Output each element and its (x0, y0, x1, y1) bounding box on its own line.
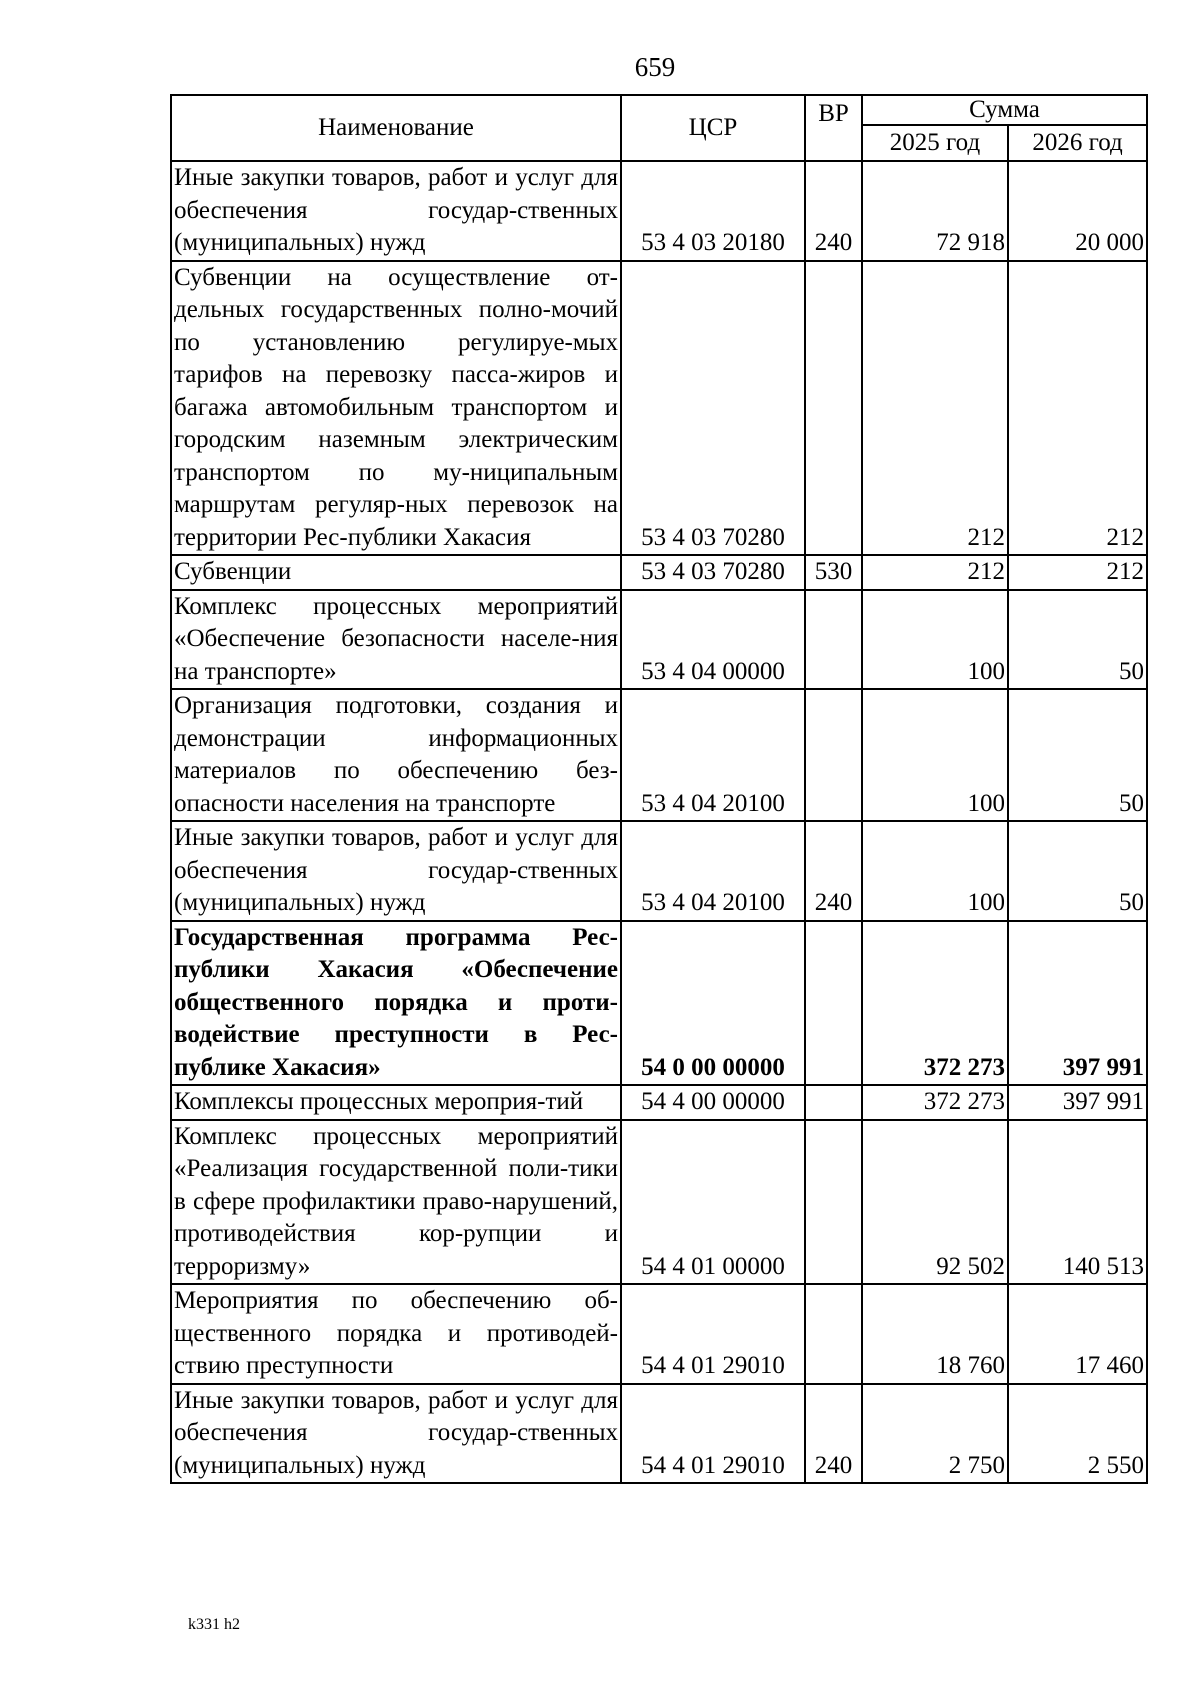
row-sum-2025-cell: 100 (862, 590, 1008, 690)
table-row (171, 921, 1147, 1086)
row-csr-cell: 54 4 01 29010 (621, 1284, 805, 1384)
row-name-cell: Комплекс процессных мероприятий «Реализация государственной поли-тики в сфере профилактики право-нарушений, противодействия кор-рупции и терроризму» (171, 1120, 621, 1285)
row-sum-2025-cell: 92 502 (862, 1120, 1008, 1285)
row-vr-cell: 240 (805, 821, 862, 921)
row-name-cell: Комплексы процессных мероприя-тий (171, 1085, 621, 1120)
row-sum-2025-cell: 18 760 (862, 1284, 1008, 1384)
table-header (171, 95, 1147, 161)
table-row (171, 555, 1147, 590)
table-row (171, 1284, 1147, 1384)
row-sum-2026-cell: 212 (1008, 555, 1147, 590)
row-csr-cell: 53 4 04 20100 (621, 689, 805, 821)
row-sum-2025-cell: 2 750 (862, 1384, 1008, 1484)
row-name-cell: Иные закупки товаров, работ и услуг для обеспечения государ-ственных (муниципальных) нужд (171, 1384, 621, 1484)
row-sum-2025-cell: 372 273 (862, 1085, 1008, 1120)
table-row (171, 1120, 1147, 1285)
header-sum: Сумма (862, 95, 1147, 125)
row-vr-cell: 530 (805, 555, 862, 590)
row-sum-2026-cell: 50 (1008, 821, 1147, 921)
row-vr-cell (805, 590, 862, 690)
row-vr-cell (805, 689, 862, 821)
row-name-cell: Субвенции (171, 555, 621, 590)
row-csr-cell: 54 4 01 00000 (621, 1120, 805, 1285)
budget-table (170, 94, 1148, 1484)
row-sum-2026-cell: 20 000 (1008, 161, 1147, 261)
header-year-2026: 2026 год (1008, 125, 1147, 161)
row-csr-cell: 53 4 04 00000 (621, 590, 805, 690)
row-csr-cell: 54 4 00 00000 (621, 1085, 805, 1120)
row-sum-2026-cell: 397 991 (1008, 1085, 1147, 1120)
header-year-2025: 2025 год (862, 125, 1008, 161)
row-sum-2026-cell: 2 550 (1008, 1384, 1147, 1484)
row-vr-cell: 240 (805, 161, 862, 261)
row-sum-2025-cell: 212 (862, 261, 1008, 556)
row-sum-2026-cell: 50 (1008, 590, 1147, 690)
row-sum-2025-cell: 100 (862, 689, 1008, 821)
header-vr: ВР (805, 95, 862, 161)
row-name-cell: Субвенции на осуществление от-дельных государственных полно-мочий по установлению регулируе-мых тарифов на перевозку пасса-жиров и багажа автомобильным транспортом и городским наземным электрическим транспортом по му-ниципальным маршрутам регуляр-ных перевозок на территории Рес-публики Хакасия (171, 261, 621, 556)
table-row (171, 689, 1147, 821)
table-body (171, 161, 1147, 1483)
row-name-cell: Государственная программа Рес-публики Хакасия «Обеспечение общественного порядка и проти-водействие преступности в Рес-публике Хакасия» (171, 921, 621, 1086)
row-csr-cell: 53 4 04 20100 (621, 821, 805, 921)
row-sum-2025-cell: 212 (862, 555, 1008, 590)
row-sum-2026-cell: 50 (1008, 689, 1147, 821)
table-row (171, 261, 1147, 556)
row-sum-2025-cell: 72 918 (862, 161, 1008, 261)
row-name-cell: Мероприятия по обеспечению об-щественного порядка и противодей-ствию преступности (171, 1284, 621, 1384)
table-row (171, 590, 1147, 690)
row-csr-cell: 54 0 00 00000 (621, 921, 805, 1086)
table-row (171, 1085, 1147, 1120)
row-name-cell: Иные закупки товаров, работ и услуг для обеспечения государ-ственных (муниципальных) нужд (171, 161, 621, 261)
row-csr-cell: 53 4 03 20180 (621, 161, 805, 261)
row-sum-2025-cell: 100 (862, 821, 1008, 921)
row-name-cell: Организация подготовки, создания и демонстрации информационных материалов по обеспечению без-опасности населения на транспорте (171, 689, 621, 821)
header-name: Наименование (171, 95, 621, 161)
row-sum-2025-cell: 372 273 (862, 921, 1008, 1086)
table-row (171, 161, 1147, 261)
row-vr-cell (805, 261, 862, 556)
footer-code: k331 h2 (188, 1616, 240, 1633)
header-csr: ЦСР (621, 95, 805, 161)
table-row (171, 821, 1147, 921)
row-vr-cell (805, 1284, 862, 1384)
row-sum-2026-cell: 397 991 (1008, 921, 1147, 1086)
row-sum-2026-cell: 17 460 (1008, 1284, 1147, 1384)
row-vr-cell (805, 921, 862, 1086)
row-csr-cell: 53 4 03 70280 (621, 261, 805, 556)
row-name-cell: Иные закупки товаров, работ и услуг для обеспечения государ-ственных (муниципальных) нужд (171, 821, 621, 921)
row-vr-cell (805, 1085, 862, 1120)
row-name-cell: Комплекс процессных мероприятий «Обеспечение безопасности населе-ния на транспорте» (171, 590, 621, 690)
row-sum-2026-cell: 140 513 (1008, 1120, 1147, 1285)
page-number: 659 (634, 52, 676, 82)
row-csr-cell: 54 4 01 29010 (621, 1384, 805, 1484)
row-sum-2026-cell: 212 (1008, 261, 1147, 556)
row-csr-cell: 53 4 03 70280 (621, 555, 805, 590)
table-row (171, 1384, 1147, 1484)
row-vr-cell (805, 1120, 862, 1285)
row-vr-cell: 240 (805, 1384, 862, 1484)
